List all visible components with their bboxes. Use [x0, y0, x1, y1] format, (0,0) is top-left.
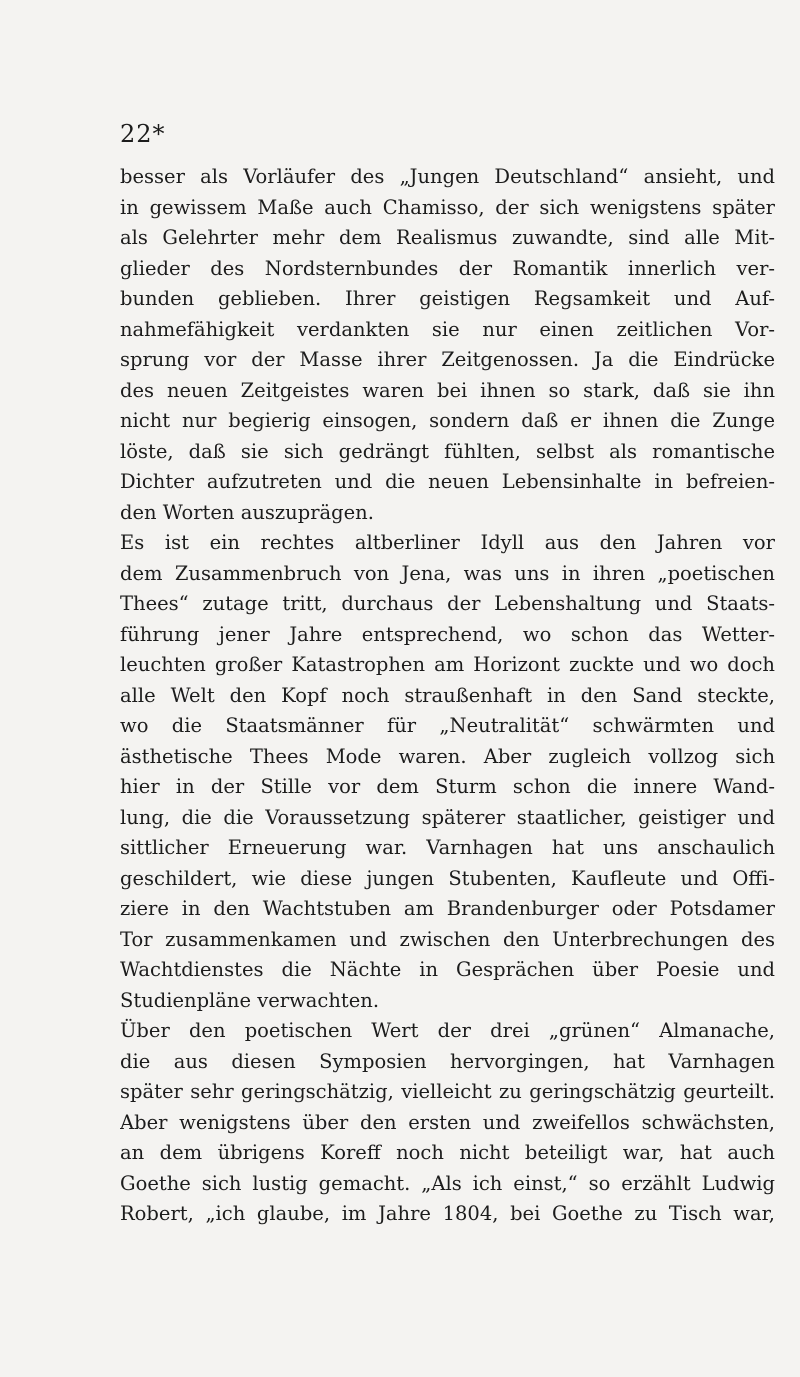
text-line: den Worten auszuprägen.	[120, 500, 374, 524]
text-line: hier in der Stille vor dem Sturm schon die innere Wand-	[120, 775, 775, 798]
text-line: als Gelehrter mehr dem Realismus zuwandte, sind alle Mit-	[120, 226, 775, 249]
text-line: nicht nur begierig einsogen, sondern daß er ihnen die Zunge	[120, 409, 775, 432]
text-line: in gewissem Maße auch Chamisso, der sich wenigstens später	[120, 195, 775, 219]
text-line: Über den poetischen Wert der drei „grünen“ Almanache,	[120, 1019, 775, 1042]
text-line: später sehr geringschätzig, vielleicht zu geringschätzig geurteilt.	[120, 1080, 775, 1103]
paragraph-2	[120, 528, 775, 1016]
text-line: geschildert, wie diese jungen Stubenten, Kaufleute und Offi-	[120, 866, 775, 890]
text-line: an dem übrigens Koreff noch nicht beteiligt war, hat auch	[120, 1141, 775, 1164]
text-line: nahmefähigkeit verdankten sie nur einen zeitlichen Vor-	[120, 317, 775, 341]
text-line: sprung vor der Masse ihrer Zeitgenossen. Ja die Eindrücke	[120, 348, 775, 371]
text-line: bunden geblieben. Ihrer geistigen Regsamkeit und Auf-	[120, 287, 775, 310]
page-number: 22*	[120, 120, 166, 148]
text-line: des neuen Zeitgeistes waren bei ihnen so stark, daß sie ihn	[120, 378, 775, 402]
text-line: Goethe sich lustig gemacht. „Als ich einst,“ so erzählt Ludwig	[120, 1171, 775, 1195]
body-text	[120, 162, 775, 1230]
text-line: lung, die die Voraussetzung späterer staatlicher, geistiger und	[120, 805, 775, 829]
text-line: löste, daß sie sich gedrängt fühlten, selbst als romantische	[120, 439, 775, 463]
text-line: wo die Staatsmänner für „Neutralität“ schwärmten und	[120, 714, 775, 737]
text-line: Dichter aufzutreten und die neuen Lebensinhalte in befreien-	[120, 470, 775, 493]
text-line: Wachtdienstes die Nächte in Gesprächen über Poesie und	[120, 958, 775, 981]
text-line: alle Welt den Kopf noch straußenhaft in den Sand steckte,	[120, 683, 775, 707]
text-line: dem Zusammenbruch von Jena, was uns in ihren „poetischen	[120, 561, 775, 585]
text-line: die aus diesen Symposien hervorgingen, hat Varnhagen	[120, 1049, 775, 1073]
text-line: führung jener Jahre entsprechend, wo schon das Wetter-	[120, 622, 775, 646]
text-line: Robert, „ich glaube, im Jahre 1804, bei Goethe zu Tisch war,	[120, 1202, 775, 1225]
text-line: ziere in den Wachtstuben am Brandenburger oder Potsdamer	[120, 897, 775, 920]
text-line: leuchten großer Katastrophen am Horizont zuckte und wo doch	[120, 653, 775, 676]
text-line: Thees“ zutage tritt, durchaus der Lebenshaltung und Staats-	[120, 592, 775, 615]
text-line: besser als Vorläufer des „Jungen Deutschland“ ansieht, und	[120, 165, 775, 188]
text-line: glieder des Nordsternbundes der Romantik innerlich ver-	[120, 256, 775, 280]
text-line: ästhetische Thees Mode waren. Aber zugleich vollzog sich	[120, 744, 775, 768]
text-line: sittlicher Erneuerung war. Varnhagen hat uns anschaulich	[120, 836, 775, 859]
paragraph-3	[120, 1016, 775, 1230]
text-line: Aber wenigstens über den ersten und zweifellos schwächsten,	[120, 1110, 775, 1134]
paragraph-1	[120, 162, 775, 528]
text-line: Tor zusammenkamen und zwischen den Unterbrechungen des	[120, 927, 775, 951]
text-line: Studienpläne verwachten.	[120, 988, 380, 1012]
text-line: Es ist ein rechtes altberliner Idyll aus den Jahren vor	[120, 531, 775, 554]
